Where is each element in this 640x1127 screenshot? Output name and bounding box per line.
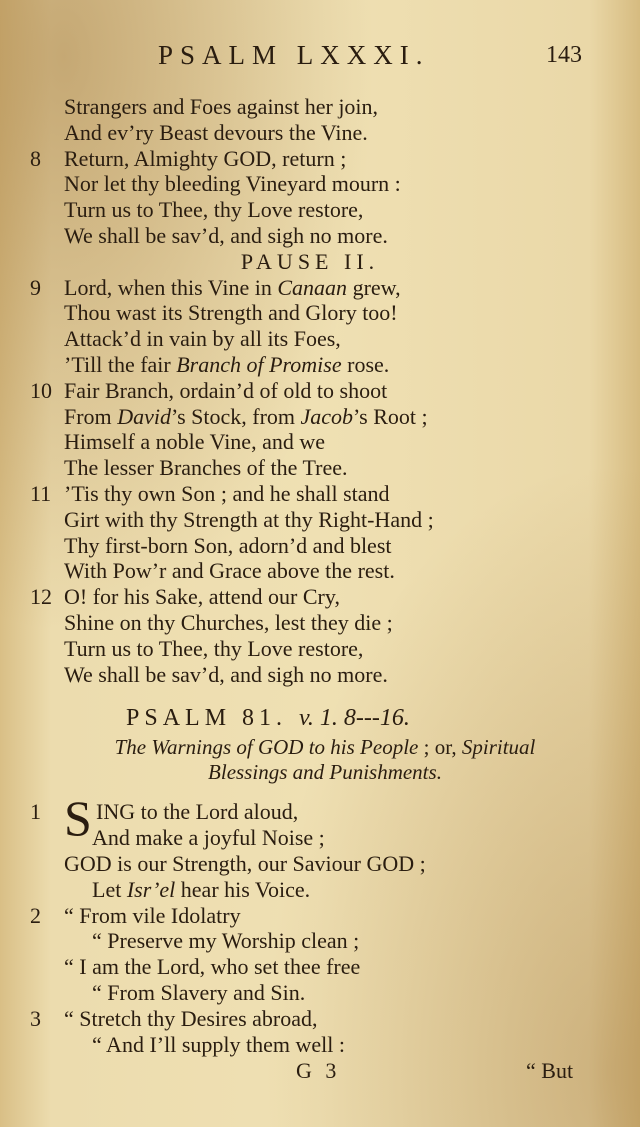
- verse-line: From David’s Stock, from Jacob’s Root ;: [64, 403, 428, 429]
- psalm-subtitle: The Warnings of GOD to his People ; or, Spiritual Blessings and Punishments.: [114, 735, 536, 785]
- verse-line: Strangers and Foes against her join,: [64, 94, 379, 119]
- verse-line: 2 “ From vile Idolatry: [30, 902, 241, 928]
- verse-line: “ I am the Lord, who set thee free: [64, 954, 361, 980]
- verse-line: Attack’d in vain by all its Foes,: [64, 326, 341, 352]
- verse-number: 11: [30, 480, 52, 506]
- page-header: [0, 40, 640, 76]
- verse-number: 8: [30, 145, 41, 171]
- verse-line: Nor let thy bleeding Vineyard mourn :: [64, 171, 401, 197]
- drop-cap: S: [64, 790, 92, 847]
- verse-line: Thou wast its Strength and Glory too!: [64, 300, 398, 326]
- verse-number: 1: [30, 799, 41, 825]
- verse-line: Turn us to Thee, thy Love restore,: [64, 635, 364, 661]
- verse-line: Turn us to Thee, thy Love restore,: [64, 197, 364, 223]
- verse-number: 12: [30, 584, 52, 610]
- psalm-title: PSALM 81.: [126, 705, 288, 732]
- verse-line: And make a joyful Noise ;: [92, 825, 325, 851]
- verse-line: 1 S ING to the Lord aloud,: [30, 790, 299, 847]
- verse-line: With Pow’r and Grace above the rest.: [64, 558, 395, 584]
- verse-line: Himself a noble Vine, and we: [64, 429, 325, 455]
- verse-line: “ And I’ll supply them well :: [92, 1031, 345, 1057]
- catchword: “ But: [526, 1058, 574, 1083]
- psalm-heading: [30, 701, 620, 735]
- verse-line: GOD is our Strength, our Saviour GOD ;: [64, 850, 426, 876]
- verse-line: Let Isr’el hear his Voice.: [92, 876, 311, 902]
- verse-line: Girt with thy Strength at thy Right-Hand ;: [64, 506, 434, 532]
- verse-line: 10 Fair Branch, ordain’d of old to shoot: [30, 377, 388, 403]
- verse-line: The lesser Branches of the Tree.: [64, 455, 348, 481]
- verse-line: And ev’ry Beast devours the Vine.: [64, 119, 368, 145]
- page-body: [30, 94, 620, 1057]
- psalm-verses: v. 1. 8---16.: [299, 705, 410, 732]
- verse-line: Shine on thy Churches, lest they die ;: [64, 609, 393, 635]
- verse-line: 12 O! for his Sake, attend our Cry,: [30, 584, 340, 610]
- page-number: 143: [546, 42, 582, 68]
- verse-line: 9 Lord, when this Vine in Canaan grew,: [30, 274, 401, 300]
- running-head: PSALM LXXXI.: [158, 40, 430, 70]
- verse-line: 11 ’Tis thy own Son ; and he shall stand: [30, 480, 390, 506]
- verse-number: 9: [30, 274, 41, 300]
- verse-line: 8 Return, Almighty GOD, return ;: [30, 145, 347, 171]
- verse-line: “ From Slavery and Sin.: [92, 979, 306, 1005]
- verse-line: ’Till the fair Branch of Promise rose.: [64, 351, 390, 377]
- verse-line: We shall be sav’d, and sigh no more.: [64, 222, 388, 248]
- verse-line: Thy first-born Son, adorn’d and blest: [64, 532, 392, 558]
- verse-number: 3: [30, 1005, 41, 1031]
- verse-number: 2: [30, 902, 41, 928]
- verse-number: 10: [30, 377, 52, 403]
- pause-heading: PAUSE II.: [240, 248, 380, 274]
- page-footer: [0, 1058, 640, 1088]
- verse-line: “ Preserve my Worship clean ;: [92, 928, 360, 954]
- verse-line: We shall be sav’d, and sigh no more.: [64, 661, 388, 687]
- verse-line: 3 “ Stretch thy Desires abroad,: [30, 1005, 318, 1031]
- signature-mark: G 3: [296, 1058, 341, 1083]
